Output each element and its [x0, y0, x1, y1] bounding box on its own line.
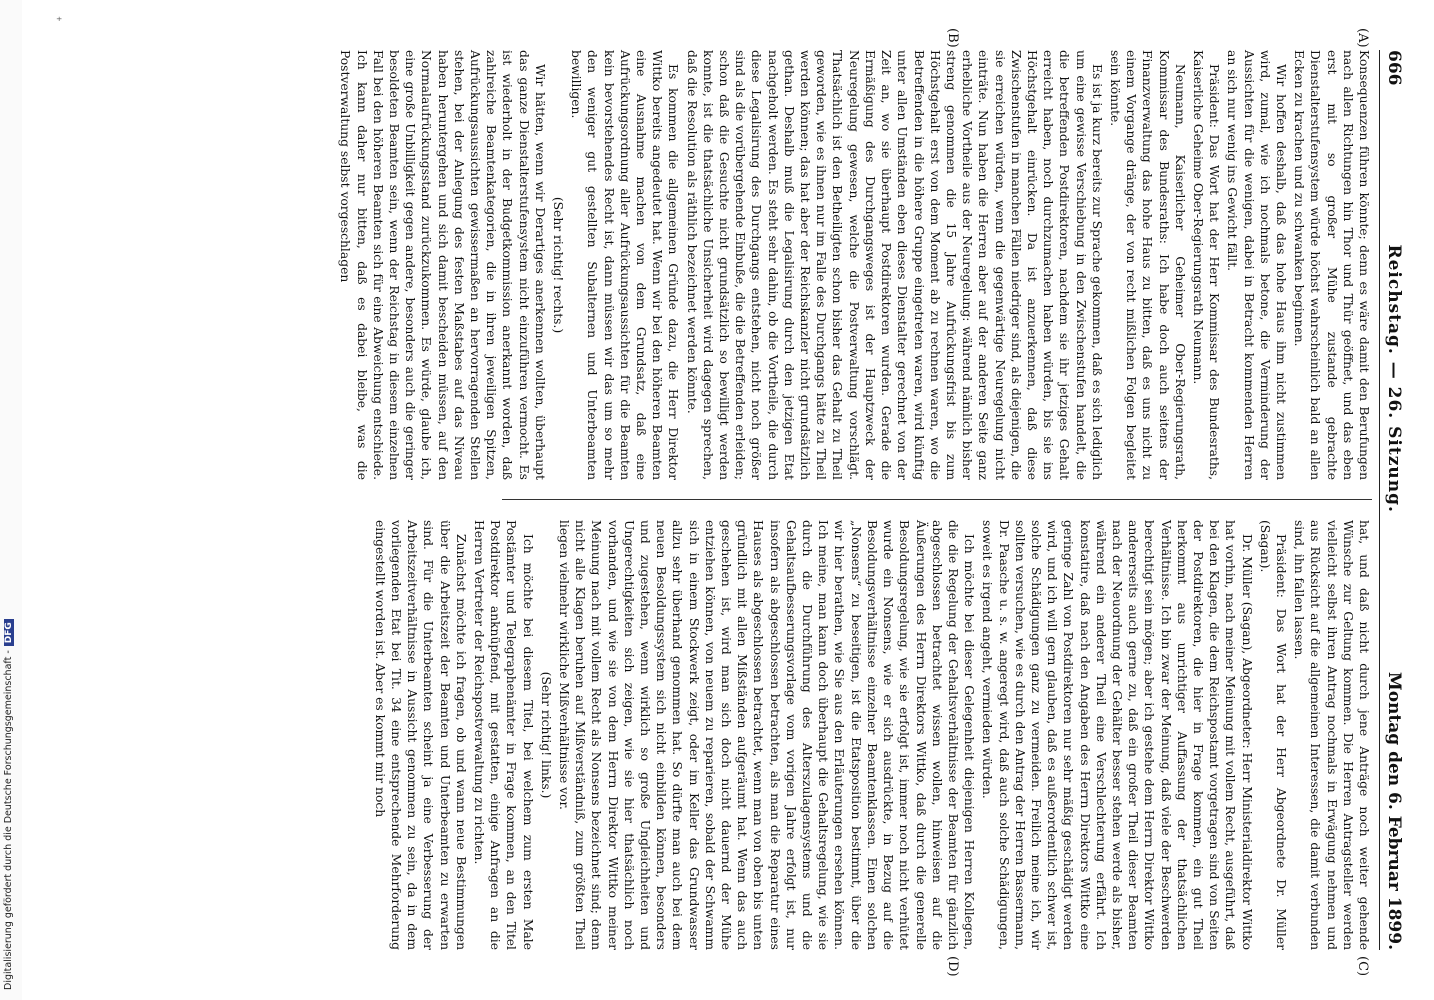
marker-a: (A)	[1355, 28, 1370, 48]
scan-mark: ⁺	[56, 14, 63, 28]
speaker-paragraph: Neumann, Kaiserlicher Geheimer Ober-Regierungsrath, Kommissar des Bundesraths: Ich habe doch auch seitens der Finanzverwaltung das hohe Haus zu bitten, daß es uns nicht zu einem Vorgange dränge, der von recht mißlichen Folgen begleitet sein könnte.	[1107, 50, 1187, 480]
left-column	[338, 50, 1372, 480]
paragraph: Wir hätten, wenn wir Derartiges anerkennen wollten, überhaupt das ganze Dienstalterstufensystem nicht einzuführen vermocht. Es ist wiederholt in der Budgetkommission anerkannt worden, daß zahlreiche Beamtenkategorien, die in ihren jeweiligen Spitzen, Aufrückungsaussichten gewissermaßen an hervorragenden Stellen stehen, bei der Anlegung des festen Maßstabes auf das Niveau haben heruntergehen und sich damit bescheiden müssen, auf den Normalaufrückungsstand zurückzukommen. Es würde, glaube ich, eine große Unbilligkeit gegen andere, besonders auch die geringer besoldeten Beamten sein, wenn der Reichstag in diesem einzelnen Fall bei den höheren Beamten sich für eine Abweichung entschiede. Ich kann daher nur bitten, daß es dabei bleibe, was die Postverwaltung selbst vorgeschlagen	[338, 50, 547, 480]
speaker-paragraph: Präsident: Das Wort hat der Herr Kommissar des Bundesraths, Kaiserliche Geheime Ober-Regierungsrath Neumann.	[1190, 50, 1222, 480]
interjection: (Sehr richtig! links.)	[538, 671, 553, 799]
marker-d: (D)	[945, 956, 960, 977]
page-number: 666	[1384, 50, 1404, 86]
page-header	[1379, 50, 1418, 950]
paragraph: Ich möchte bei diesem Titel, bei welchem zum ersten Male Postämter und Telegraphenämter in Frage kommen, an den Titel Postdirektor anknüpfend, mit gestatten, einige Anfragen an die Herren Vertreter der Reichspostverwaltung zu richten.	[472, 520, 535, 950]
interjection: (Sehr richtig! rechts.)	[551, 196, 566, 334]
header-date: Montag den 6. Februar 1899.	[1384, 671, 1404, 950]
paragraph: Wir hoffen deshalb, daß das hohe Haus ihm nicht zustimmen wird, zumal, wie ich nochmals betone, die Verminderung der Aussichten für die wenigen, dabei in Betracht kommenden Herren an sich nur wenig ins Gewicht fällt.	[1225, 50, 1288, 480]
right-column	[372, 520, 1372, 950]
paragraph: Es ist ja kurz bereits zur Sprache gekommen, daß es sich lediglich um eine gewisse Verschiebung in den Zwischenstufen handelt, die die betreffenden Postdirektoren, nachdem sie ihr jetziges Gehalt erreicht haben, noch durchzumachen haben würden, bis sie ins Höchstgehalt einrücken. Da ist anzuerkennen, daß diese Zwischenstufen in manchen Fällen niedriger sind, als diejenigen, die sie erreichen würden, wenn die gegenwärtige Neuregelung nicht einträte. Nun haben die Herren aber auf der anderen Seite ganz erhebliche Vortheile aus der Neuregelung: während nämlich bisher streng genommen die 15 Jahre Aufrückungsfrist bis zum Höchstgehalt erst von dem Moment ab zu rechnen waren, wo die Betreffenden in die höhere Gruppe eingetreten waren, wird künftig unter allen Umständen eben dieses Dienstalter gerechnet von der Zeit an, wo sie überhaupt Postdirektoren wurden. Gerade die Ermäßigung des Durchgangsweges ist der Hauptzweck der Neuregelung gewesen, welche die Postverwaltung vorschlägt. Thatsächlich ist den Betheiligten schon bisher das Gehalt zu Theil geworden, wie es ihnen nur im Falle des Durchgangs hätte zu Theil werden können; das hat aber der Reichskanzler nicht grundsätzlich gethan. Deshalb muß die Legalisirung durch den jetzigen Etat nachgeholt werden. Es steht sehr dahin, ob die Vortheile, die durch diese Legalisirung des Durchgangs entstehen, nicht noch größer sind als die vorübergehende Einbuße, die die Betreffenden erleiden; schon daß die Gesuchte nicht grundsätzlich so bewilligt werden konnte, ist die thatsächliche Unsicherheit wird dagegen sprechen, daß die Resolution als räthlich bezeichnet werden könnte.	[684, 50, 1104, 480]
paragraph: Konsequenzen führen könnte; denn es wäre damit den Berufungen nach allen Richtungen hin Thor und Thür geöffnet, und das eben erst mit so großer Mühe zustande gebrachte Dienstalterstufensystem würde höchst wahrscheinlich bald an allen Ecken zu krachen und zu schwanken beginnen.	[1292, 50, 1371, 480]
header-title: Reichstag. — 26. Sitzung.	[1384, 244, 1404, 513]
digitization-credit	[3, 622, 14, 990]
paragraph: Zunächst möchte ich fragen, ob und wann neue Bestimmungen über die Arbeitszeit der Beamten und Unterbeamten zu erwarten sind. Für die Unterbeamten scheint ja eine Verbesserung der Arbeitszeitverhältnisse in Aussicht genommen zu sein, da in dem vorliegenden Etat bei Tit. 34 eine entsprechende Mehrforderung eingestellt worden ist. Aber es kommt mir noch	[372, 520, 468, 950]
paragraph: Ich möchte bei dieser Gelegenheit diejenigen Herren Kollegen, die die Regelung der Gehaltsverhältnisse der Beamten für gänzlich abgeschlossen betrachtet wissen wollen, hinweisen auf die Äußerungen des Herrn Direktors Wittko, daß durch die generelle Besoldungsregelung, wie sie erfolgt ist, immer noch nicht verhütet wurde ein Nonsens, wie er sich ausdrückte, in Bezug auf die Besoldungsverhältnisse einzelner Beamtenklassen. Einen solchen „Nonsens“ zu beseitigen, ist die Etatsposition bestimmt, über die wir hier berathen, wie Sie aus den Erläuterungen ersehen können. Ich meine, man kann doch überhaupt die Gehaltsregelung, wie sie durch die Durchführung des Alterszulagensystems und die Gehaltsaufbesserungsvorlage vom vorigen Jahre erfolgt ist, nur insofern als abgeschlossen betrachten, als man die Reparatur eines Hauses als abgeschlossen betrachtet, wenn man von oben bis unten gründlich mit allen Mißständen aufgeräumt hat. Wenn das auch geschehen ist, wird man sich doch nicht dauernd der Mühe entziehen können, von neuem zu reparieren, sobald der Schwamm sich in einem Stockwerk zeigt, oder im Keller das Grundwasser allzu sehr überhand genommen hat. So dürfte man auch bei dem neuen Besoldungssystem sich nicht einbilden können, besonders und zugestehen, wenn wirklich so große Ungleichheiten und Ungerechtigkeiten sich zeigen, wie sie hier thatsächlich noch vorhanden, und wie sie von dem Herrn Direktor Wittko meiner Meinung nach mit vollem Recht als Nonsens bezeichnet sind; denn nicht alle Klagen beruhen auf Mißverständniß, zum größten Theil liegen vielmehr wirkliche Mißverhältnisse vor.	[557, 520, 977, 950]
marker-b: (B)	[945, 28, 960, 48]
column-divider	[502, 499, 1372, 500]
speaker-paragraph: Dr. Müller (Sagan), Abgeordneter: Herr Ministerialdirektor Wittko hat vorhin, nach meiner Meinung mit vollem Recht, ausgeführt, daß bei den Klagen, die dem Reichspostamt vorgetragen sind von Seiten der Postdirektoren, die hier in Frage kommen, ein gut Theil herkommt aus unrichtiger Auffassung der thatsächlichen Verhältnisse. Ich bin zwar der Meinung, daß viele der Beschwerden berechtigt sein mögen; aber ich gestehe dem Herrn Direktor Wittko andererseits auch gerne zu, daß ein großer Theil dieser Beamten nach der Neuordnung der Gehälter besser stehen werde als bisher, während ein anderer Theil eine Verschlechterung erfährt. Ich konstatire, daß nach den Angaben des Herrn Direktors Wittko eine geringe Zahl von Postdirektoren nur sehr mäßig geschädigt werden wird, und ich will gern glauben, daß es außerordentlich schwer ist, solche Schädigungen ganz zu vermeiden. Freilich meine ich, wir sollten versuchen, wie es durch den Antrag der Herren Bassermann, Dr. Paasche u. s. w. angeregt wird, daß auch solche Schädigungen, soweit es irgend angeht, vermieden würden.	[980, 520, 1254, 950]
dfg-logo: DFG	[4, 619, 14, 646]
rotated-page	[60, 20, 1430, 980]
digitization-note: Digitalisierung gefördert durch die Deutsche Forschungsgemeinschaft -	[3, 650, 14, 990]
paragraph: Es kommen die allgemeinen Gründe dazu, die Herr Direktor Wittko bereits angedeutet hat. Wenn wir bei den höheren Beamten eine Ausnahme machen von dem Grundsatz, daß eine Aufrückungsordnung aller Aufrückungsaussichten für die Beamten kein bevorstehendes Recht ist, dann müssen wir das um so mehr den weniger gut gestellten Subalternen und Unterbeamten bewilligen.	[569, 50, 681, 480]
paragraph: hat, und daß nicht durch jene Anträge noch weiter gehende Wünsche zur Geltung kommen. Die Herren Antragsteller werden vielleicht selbst ihren Antrag nochmals in Erwägung nehmen und aus Rücksicht auf die allgemeinen Interessen, die damit verbunden sind, ihn fallen lassen.	[1292, 520, 1371, 950]
speaker-paragraph: Präsident: Das Wort hat der Herr Abgeordnete Dr. Müller (Sagan).	[1257, 520, 1288, 950]
marker-c: (C)	[1355, 956, 1370, 977]
margin-strip	[0, 0, 22, 1000]
